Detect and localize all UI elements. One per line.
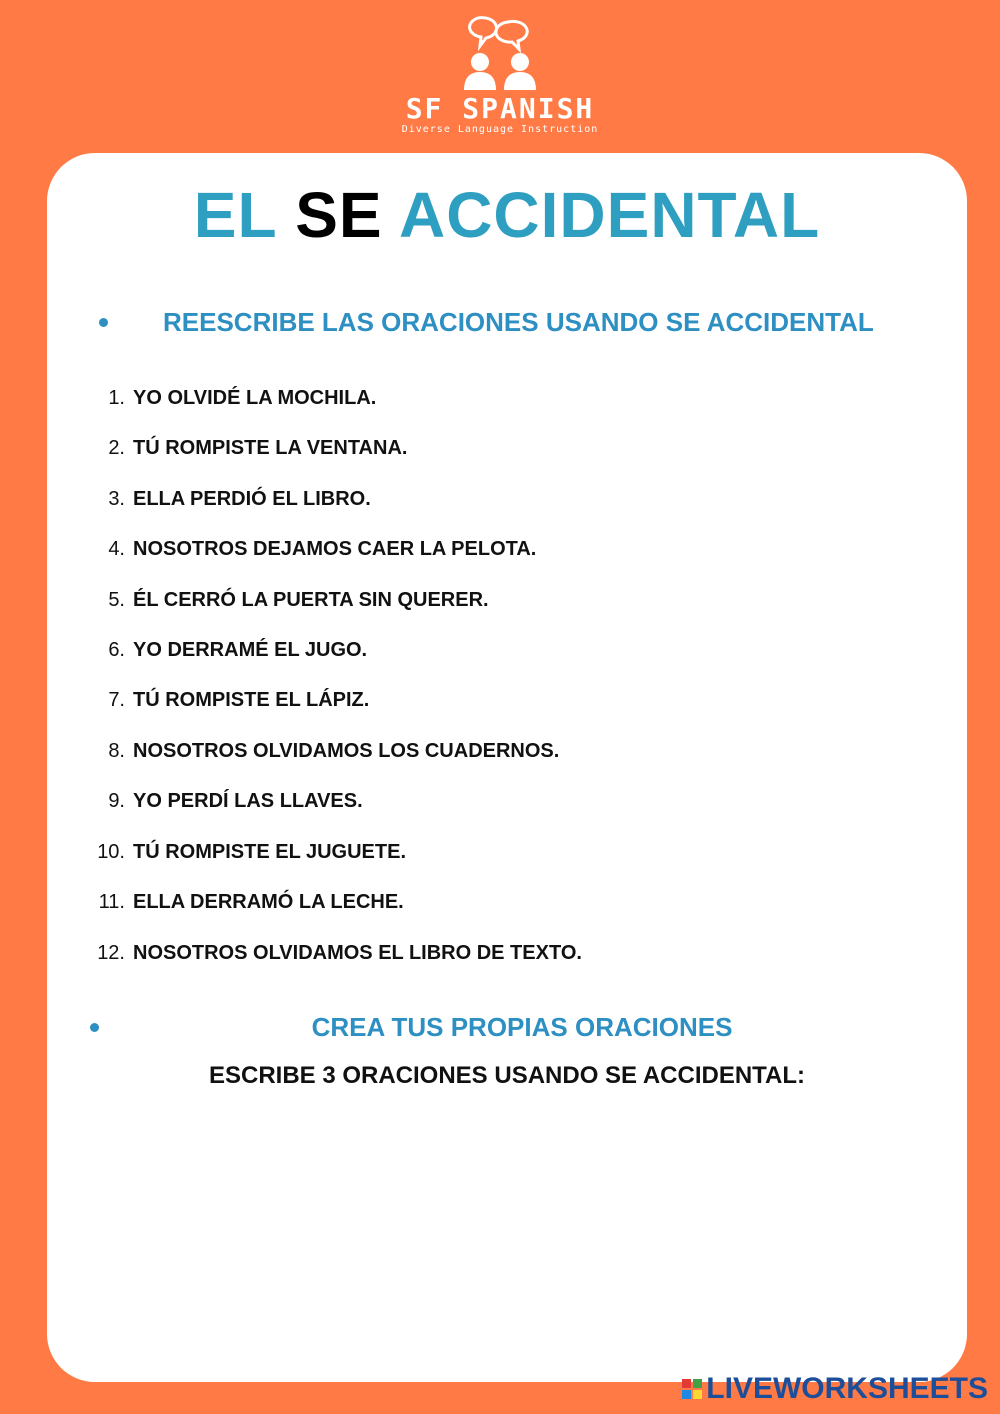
item-number: 10. [97, 841, 125, 863]
section2-instruction: ESCRIBE 3 ORACIONES USANDO SE ACCIDENTAL: [208, 1062, 806, 1089]
list-item [47, 685, 369, 715]
item-number: 1. [108, 387, 125, 409]
item-text: TÚ ROMPISTE EL LÁPIZ. [133, 689, 370, 711]
list-item [47, 786, 363, 816]
item-text: ELLA DERRAMÓ LA LECHE. [133, 891, 404, 913]
list-item [47, 433, 407, 463]
list-item [47, 887, 404, 917]
sf-spanish-logo [400, 10, 600, 150]
liveworksheets-brand: LIVEWORKSHEETS [706, 1372, 988, 1405]
section2-heading: CREA TUS PROPIAS ORACIONES [311, 1012, 733, 1042]
title-part-se: SE [295, 179, 383, 251]
speech-bubbles-people-icon [450, 10, 550, 90]
item-text: YO OLVIDÉ LA MOCHILA. [133, 387, 377, 409]
item-text: TÚ ROMPISTE LA VENTANA. [133, 437, 408, 459]
item-number: 8. [108, 740, 125, 762]
list-item [47, 484, 371, 514]
list-item [47, 837, 406, 867]
item-number: 6. [108, 639, 125, 661]
logo-title: SF SPANISH [405, 92, 595, 125]
item-text: NOSOTROS DEJAMOS CAER LA PELOTA. [133, 538, 537, 560]
item-number: 4. [108, 538, 125, 560]
item-text: YO PERDÍ LAS LLAVES. [133, 790, 363, 812]
title-part-el: EL [193, 179, 277, 251]
item-text: NOSOTROS OLVIDAMOS LOS CUADERNOS. [133, 740, 560, 762]
item-text: ÉL CERRÓ LA PUERTA SIN QUERER. [133, 589, 489, 611]
item-text: TÚ ROMPISTE EL JUGUETE. [133, 841, 406, 863]
liveworksheets-logo-icon [682, 1379, 702, 1399]
item-number: 5. [108, 589, 125, 611]
item-text: ELLA PERDIÓ EL LIBRO. [133, 488, 371, 510]
logo-subtitle: Diverse Language Instruction [401, 124, 599, 135]
item-number: 3. [108, 488, 125, 510]
item-text: NOSOTROS OLVIDAMOS EL LIBRO DE TEXTO. [133, 942, 582, 964]
list-item [47, 635, 367, 665]
item-number: 2. [108, 437, 125, 459]
title-part-accidental: ACCIDENTAL [398, 179, 821, 251]
list-item [47, 938, 582, 968]
worksheet-card [47, 153, 967, 1382]
list-item [47, 383, 376, 413]
item-number: 9. [108, 790, 125, 812]
page-title [47, 177, 967, 253]
list-item [47, 585, 489, 615]
liveworksheets-footer[interactable] [682, 1372, 988, 1406]
item-text: YO DERRAMÉ EL JUGO. [133, 639, 368, 661]
list-item [47, 534, 536, 564]
item-number: 7. [108, 689, 125, 711]
list-item [47, 736, 559, 766]
section1-heading: REESCRIBE LAS ORACIONES USANDO SE ACCIDENTAL [163, 307, 874, 337]
item-number: 12. [97, 942, 125, 964]
item-number: 11. [98, 891, 125, 913]
bullet-icon [99, 318, 108, 327]
